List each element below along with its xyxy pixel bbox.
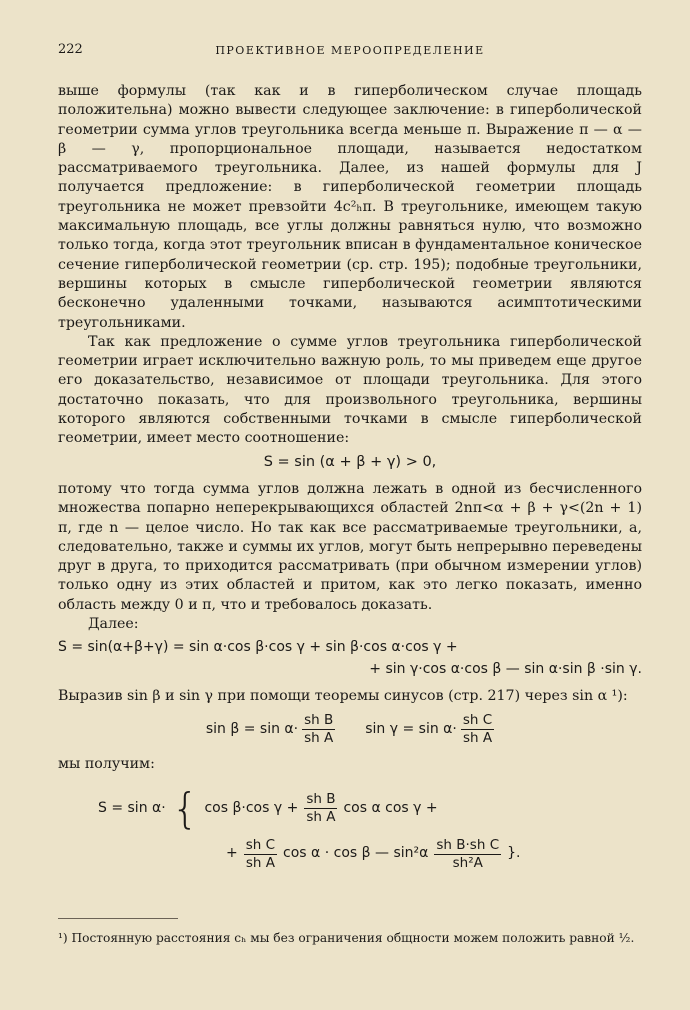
fraction-denominator: sh A [245, 854, 275, 871]
fraction-numerator: sh B [306, 791, 336, 807]
fraction [244, 837, 277, 872]
paragraph-1: выше формулы (так как и в гиперболическом случае площадь положительна) можно вывести следующее заключение: в гиперболической геометрии сумма углов треугольника всегда меньше π. Выражение π — α — β — γ, пропорциональное площади, называется недостатком рассматриваемого треугольника. Далее, из нашей формулы для J получается предложение: в гиперболической геометрии площадь треугольника не может превзойти 4c²ₕπ. В треугольнике, имеющем такую максимальную площадь, все углы должны равняться нулю, что возможно только тогда, когда этот треугольник вписан в фундаментальное коническое сечение гиперболической геометрии (ср. стр. 195); подобные треугольники, вершины которых в смысле гиперболической геометрии являются бесконечно удаленными точками, называются асимптотическими треугольниками. [58, 83, 642, 331]
formula-final-line1 [98, 783, 438, 833]
final-term-3: cos α · cos β — sin²α [283, 845, 429, 862]
paragraph-2: Так как предложение о сумме углов треугольника гиперболической геометрии играет исключительно важную роль, то мы приведем еще другое его доказательство, независимое от площади треугольника. Для этого достаточно показать, что для произвольного треугольника, вершины которого являются собственными точками в смысле гиперболической геометрии, имеет место соотношение: [58, 333, 642, 447]
formula-final-line2 [226, 837, 520, 872]
paragraph-6: мы получим: [58, 756, 155, 773]
sine-rule-gamma [365, 712, 494, 747]
footnote-divider [58, 918, 178, 919]
fraction-numerator: sh C [245, 836, 276, 853]
formula-s-positive: S = sin (α + β + γ) > 0, [263, 453, 437, 470]
final-close: }. [507, 845, 521, 862]
final-term-1: cos β·cos γ + [204, 799, 299, 816]
fraction-denominator: sh A [462, 730, 493, 747]
final-term-2: cos α cos γ + [343, 799, 438, 816]
formula-expansion-line2: + sin γ·cos α·cos β — sin α·sin β ·sin γ. [369, 660, 642, 677]
fraction-numerator: sh B·sh C [436, 836, 500, 853]
formula-final [58, 781, 642, 881]
fraction [461, 712, 494, 747]
sine-rule-gamma-lhs: sin γ = sin α· [365, 721, 457, 738]
page-header [58, 42, 642, 62]
fraction [304, 791, 337, 826]
fraction [302, 712, 335, 747]
fraction-denominator: sh A [306, 809, 336, 825]
formula-expansion-line1: S = sin(α+β+γ) = sin α·cos β·cos γ + sin β·cos α·cos γ + [58, 639, 458, 656]
page-body [58, 82, 642, 881]
footnote: ¹) Постоянную расстояния cₕ мы без ограничения общности можем положить равной ½. [58, 931, 635, 945]
sine-rule-beta [206, 712, 335, 747]
paragraph-4: Далее: [88, 616, 139, 633]
final-plus: + [226, 845, 238, 862]
sine-rule-beta-lhs: sin β = sin α· [205, 721, 299, 738]
paragraph-3: потому что тогда сумма углов должна лежать в одной из бесчисленного множества попарно неперекрывающихся областей 2nπ<α + β + γ<(2n + 1) π, где n — целое число. Но так как все рассматриваемые треугольники, а, следовательно, также и суммы их углов, могут быть непрерывно переведены друг в друга, то приходится рассматривать (при обычном измерении углов) только одну из этих областей и притом, как это легко показать, именно область между 0 и π, что и требовалось доказать. [58, 480, 642, 613]
fraction-numerator: sh B [304, 712, 334, 729]
running-title: ПРОЕКТИВНОЕ МЕРООПРЕДЕЛЕНИЕ [215, 44, 485, 57]
formula-sine-rule [58, 712, 642, 747]
left-brace-glyph: { [171, 783, 199, 833]
fraction [434, 837, 501, 872]
paragraph-5: Выразив sin β и sin γ при помощи теоремы синусов (стр. 217) через sin α ¹): [58, 687, 628, 704]
fraction-denominator: sh A [304, 730, 334, 747]
fraction-denominator: sh²A [452, 854, 483, 871]
fraction-numerator: sh C [462, 712, 493, 729]
final-lhs: S = sin α· [98, 799, 166, 816]
page-number: 222 [58, 42, 83, 57]
